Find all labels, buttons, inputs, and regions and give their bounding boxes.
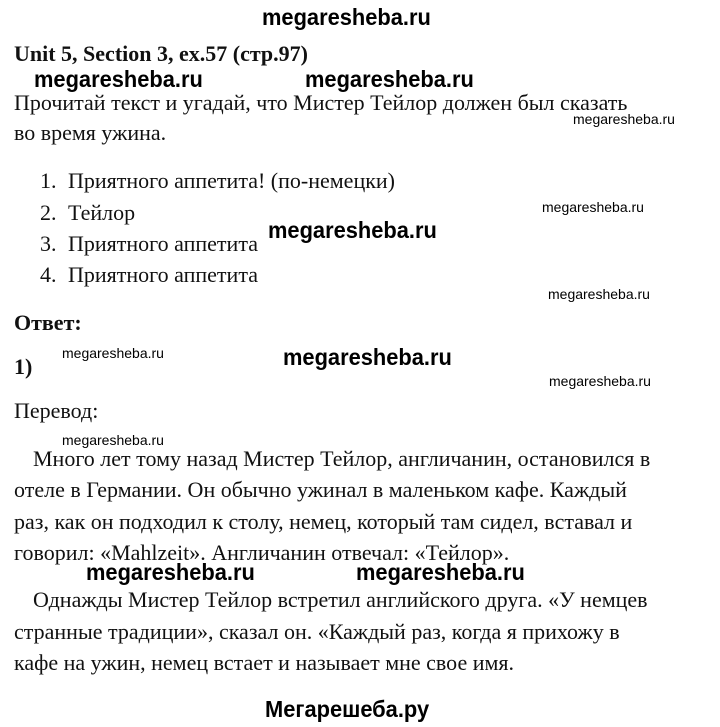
watermark-top: megaresheba.ru [262, 4, 431, 30]
task-text-line-2: во время ужина. [14, 120, 167, 145]
watermark: megaresheba.ru [62, 432, 164, 448]
watermark: megaresheba.ru [268, 217, 437, 243]
paragraph-1-line: говорил: «Mahlzeit». Англичанин отвечал: «Тейлор». [14, 540, 510, 565]
paragraph-2-line: кафе на ужин, немец встает и называет мне свое имя. [14, 650, 515, 675]
watermark: megaresheba.ru [542, 199, 644, 215]
option-item: 1. Приятного аппетита! (по-немецки) [40, 168, 396, 193]
watermark: megaresheba.ru [549, 373, 651, 389]
paragraph-2-line: Однажды Мистер Тейлор встретил английского друга. «У немцев [33, 587, 648, 612]
watermark: megaresheba.ru [86, 559, 255, 585]
watermark: megaresheba.ru [34, 66, 203, 92]
watermark: megaresheba.ru [548, 286, 650, 302]
paragraph-1-line: отеле в Германии. Он обычно ужинал в маленьком кафе. Каждый [14, 477, 627, 502]
option-item: 4. Приятного аппетита [40, 262, 258, 287]
exercise-title: Unit 5, Section 3, ex.57 (стр.97) [14, 41, 308, 66]
watermark: megaresheba.ru [305, 66, 474, 92]
option-item: 2. Тейлор [40, 200, 136, 225]
watermark: megaresheba.ru [62, 345, 164, 361]
watermark: megaresheba.ru [283, 344, 452, 370]
translation-label: Перевод: [14, 398, 99, 423]
paragraph-1-line: раз, как он подходил к столу, немец, который там сидел, вставал и [14, 509, 633, 534]
option-item: 3. Приятного аппетита [40, 231, 258, 256]
task-text-line-1: Прочитай текст и угадай, что Мистер Тейлор должен был сказать [14, 90, 628, 115]
answer-label: Ответ: [14, 310, 82, 335]
paragraph-2-line: странные традиции», сказал он. «Каждый раз, когда я прихожу в [14, 619, 620, 644]
paragraph-1-line: Много лет тому назад Мистер Тейлор, англичанин, остановился в [33, 446, 651, 471]
watermark: megaresheba.ru [573, 111, 675, 127]
answer-value: 1) [14, 354, 33, 379]
watermark-footer: Мегарешеба.ру [265, 696, 430, 722]
watermark: megaresheba.ru [356, 559, 525, 585]
